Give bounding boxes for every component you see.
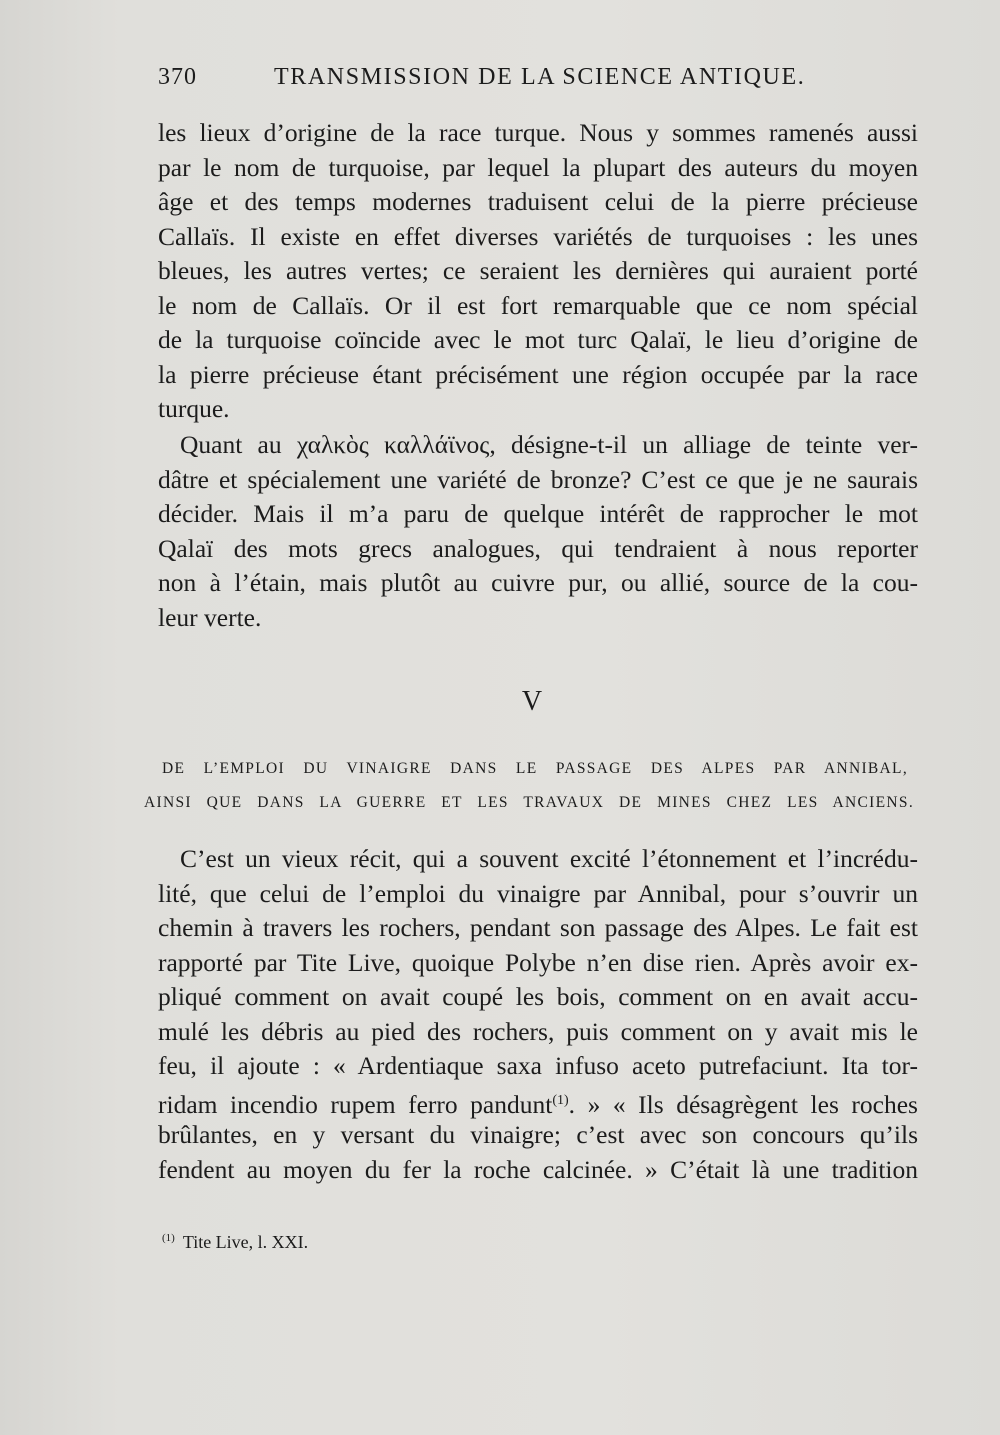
running-title: TRANSMISSION DE LA SCIENCE ANTIQUE. (274, 64, 806, 90)
text-segment: ridam incendio rupem ferro pandunt (158, 1089, 553, 1119)
paragraph-chalkos (158, 428, 918, 635)
text-segment: . » « Ils désagrègent les roches (568, 1089, 918, 1119)
section-title-line: AINSI QUE DANS LA GUERRE ET LES TRAVAUX DE MINES CHEZ LES ANCIENS. (144, 794, 914, 811)
text-line: les lieux d’origine de la race turque. Nous y sommes ramenés aussi (158, 118, 918, 147)
text-line: de la turquoise coïncide avec le mot turc Qalaï, le lieu d’origine de (158, 325, 918, 354)
text-line: décider. Mais il m’a paru de quelque intérêt de rapprocher le mot (158, 499, 918, 528)
text-line: turque. (158, 394, 230, 423)
text-line: Callaïs. Il existe en effet diverses variétés de turquoises : les unes (158, 221, 918, 251)
paragraph-vinaigre (158, 842, 918, 1187)
text-line: Qalaï des mots grecs analogues, qui tendraient à nous reporter (158, 533, 918, 563)
text-line: chemin à travers les rochers, pendant son passage des Alpes. Le fait est (158, 913, 918, 942)
text-line: leur verte. (158, 602, 262, 632)
text-line: le nom de Callaïs. Or il est fort remarquable que ce nom spécial (158, 290, 918, 320)
footnote-text: Tite Live, l. XXI. (182, 1232, 309, 1252)
text-line: rapporté par Tite Live, quoique Polybe n’en dise rien. Après avoir ex- (158, 947, 918, 977)
footnote-mark: (1) (162, 1232, 175, 1244)
text-line: fendent au moyen du fer la roche calcinée. » C’était là une tradition (158, 1154, 918, 1184)
text-line-with-footnote-ref (158, 1084, 918, 1119)
text-line: âge et des temps modernes traduisent celui de la pierre précieuse (158, 187, 918, 216)
text-line: mulé les débris au pied des rochers, puis comment on y avait mis le (158, 1016, 918, 1046)
text-line: feu, il ajoute : « Ardentiaque saxa infuso aceto putrefaciunt. Ita tor- (158, 1051, 918, 1080)
text-line: C’est un vieux récit, qui a souvent excité l’étonnement et l’incrédu- (180, 844, 918, 873)
text-line: Quant au χαλκὸς καλλάϊνος, désigne-t-il un alliage de teinte ver- (180, 430, 918, 459)
footnote-reference[interactable]: (1) (552, 1092, 569, 1108)
page-header (158, 64, 818, 100)
text-line: brûlantes, en y versant du vinaigre; c’est avec son concours qu’ils (158, 1120, 918, 1149)
text-line: non à l’étain, mais plutôt au cuivre pur, ou allié, source de la cou- (158, 568, 918, 597)
text-line: par le nom de turquoise, par lequel la plupart des auteurs du moyen (158, 152, 918, 182)
section-numeral: V (521, 686, 543, 717)
text-line: bleues, les autres vertes; ce seraient les dernières qui auraient porté (158, 256, 918, 285)
text-line: pliqué comment on avait coupé les bois, comment on en avait accu- (158, 982, 918, 1011)
text-line: la pierre précieuse étant précisément une région occupée par la race (158, 359, 918, 389)
text-line: lité, que celui de l’emploi du vinaigre par Annibal, pour s’ouvrir un (158, 878, 918, 908)
text-line: dâtre et spécialement une variété de bronze? C’est ce que je ne saurais (158, 464, 918, 494)
footnote (162, 1232, 308, 1253)
page-number: 370 (158, 64, 197, 90)
paragraph-turquoise (158, 116, 918, 427)
section-title-line: DE L’EMPLOI DU VINAIGRE DANS LE PASSAGE DES ALPES PAR ANNIBAL, (162, 760, 908, 777)
